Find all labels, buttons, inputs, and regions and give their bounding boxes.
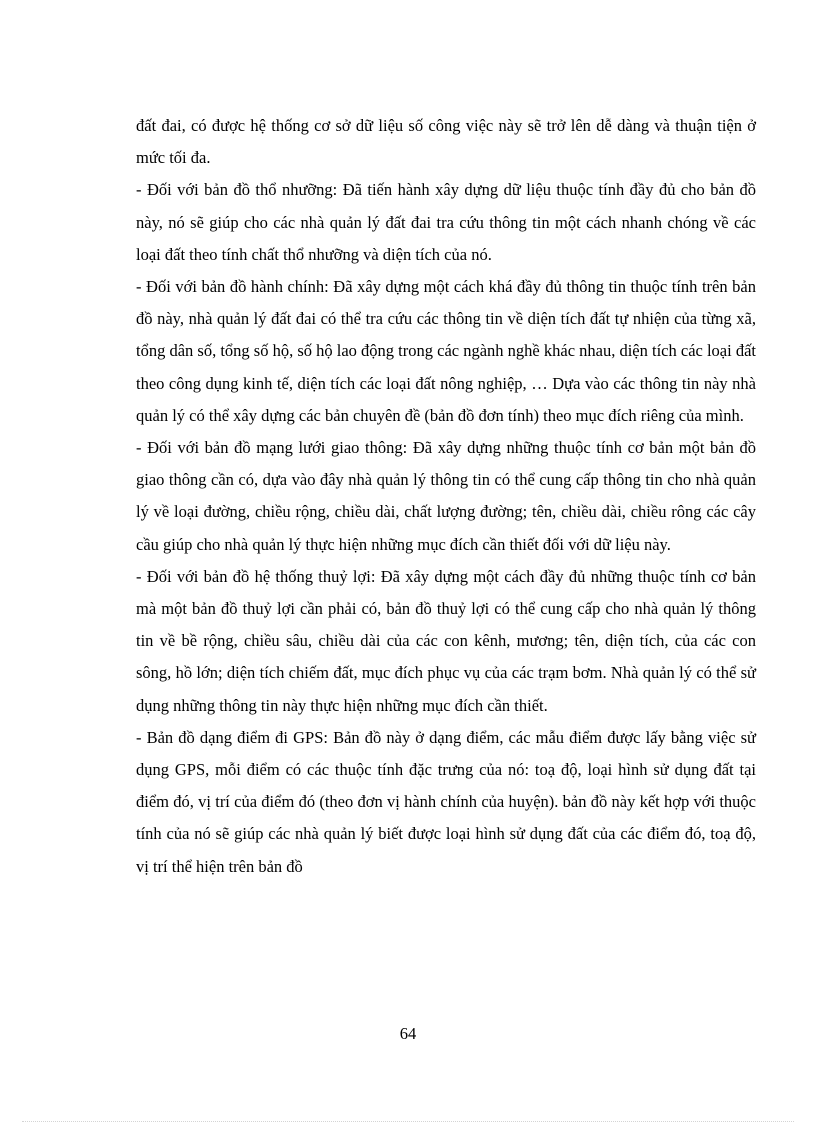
body-text (136, 110, 756, 883)
page-number: 64 (399, 1024, 417, 1043)
paragraph-administrative-map: - Đối với bản đồ hành chính: Đã xây dựng một cách khá đầy đủ thông tin thuộc tính trên bản đồ này, nhà quản lý đất đai có thể tra cứu các thông tin về diện tích đất tự nhiện của từng xã, tổng dân số, tổng số hộ, số hộ lao động trong các ngành nghề khác nhau, diện tích các loại đất theo công dụng kinh tế, diện tích các loại đất nông nghiệp, … Dựa vào các thông tin này nhà quản lý có thể xây dựng các bản chuyên đề (bản đồ đơn tính) theo mục đích riêng của mình. (136, 277, 756, 425)
paragraph-soil-map: - Đối với bản đồ thổ nhưỡng: Đã tiến hành xây dựng dữ liệu thuộc tính đầy đủ cho bản đồ này, nó sẽ giúp cho các nhà quản lý đất đai tra cứu thông tin một cách nhanh chóng về các loại đất theo tính chất thổ nhưỡng và diện tích của nó. (136, 180, 756, 264)
paragraph-gps-point-map: - Bản đồ dạng điểm đi GPS: Bản đồ này ở dạng điểm, các mẫu điểm được lấy bằng việc sử dụng GPS, mỗi điểm có các thuộc tính đặc trưng của nó: toạ độ, loại hình sử dụng đất tại điểm đó, vị trí của điểm đó (theo đơn vị hành chính của huyện). bản đồ này kết hợp với thuộc tính của nó sẽ giúp các nhà quản lý biết được loại hình sử dụng đất của các điểm đó, toạ độ, vị trí thể hiện trên bản đồ (136, 727, 756, 876)
paragraph-land-database: đất đai, có được hệ thống cơ sở dữ liệu số công việc này sẽ trở lên dễ dàng và thuận tiện ở mức tối đa. (136, 116, 756, 168)
paragraph-transport-network-map: - Đối với bản đồ mạng lưới giao thông: Đã xây dựng những thuộc tính cơ bản một bản đồ giao thông cần có, dựa vào đây nhà quản lý thông tin có thể cung cấp thông tin cho nhà quản lý về loại đường, chiều rộng, chiều dài, chất lượng đường; tên, chiều dài, chiều rông các cây cầu giúp cho nhà quản lý thực hiện những mục đích cần thiết đối với dữ liệu này. (136, 438, 756, 554)
page-edge-divider (22, 1121, 794, 1122)
paragraph-irrigation-map: - Đối với bản đồ hệ thống thuỷ lợi: Đã xây dựng một cách đầy đủ những thuộc tính cơ bản mà một bản đồ thuỷ lợi cần phải có, bản đồ thuỷ lợi có thể cung cấp cho nhà quản lý thông tin về bề rộng, chiều sâu, chiều dài của các con kênh, mương; tên, diện tích, của các con sông, hồ lớn; diện tích chiếm đất, mục đích phục vụ của các trạm bơm. Nhà quản lý có thể sử dụng những thông tin này thực hiện những mục đích cần thiết. (136, 566, 756, 715)
